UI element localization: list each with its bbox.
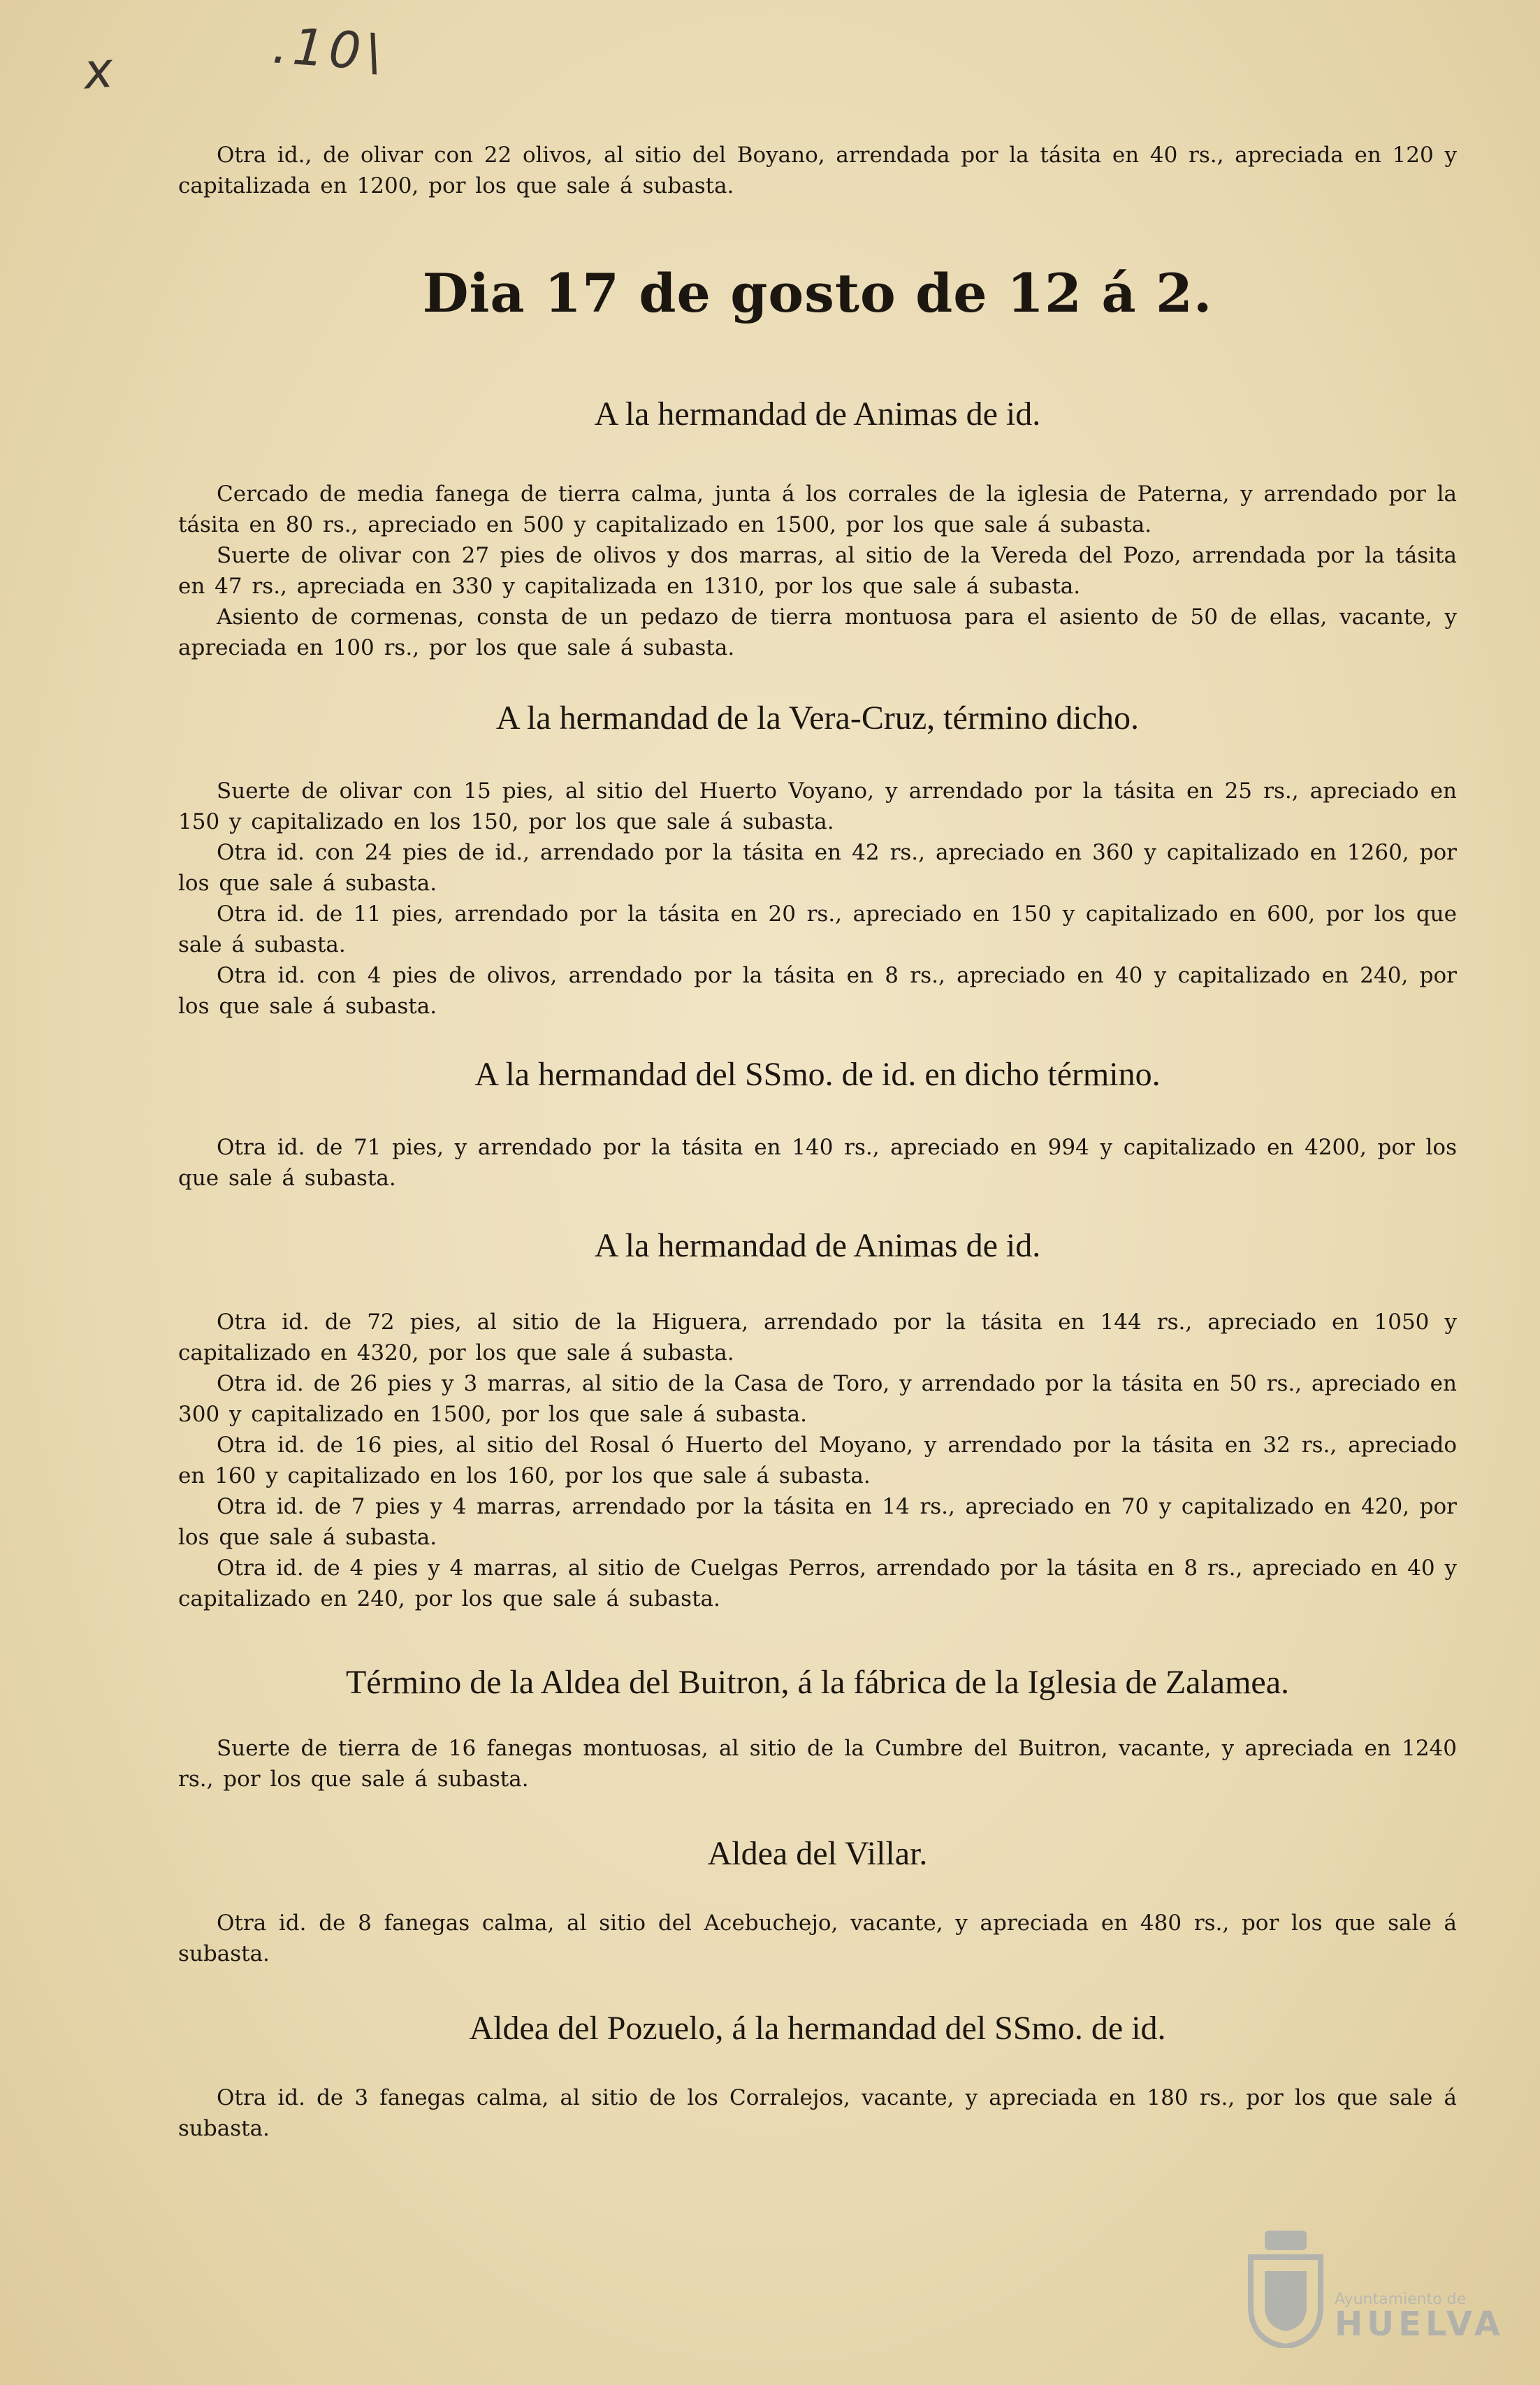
list-item: Otra id. de 11 pies, arrendado por la tásita en 20 rs., apreciado en 150 y capitalizado en 600, por los que sale á subasta. bbox=[178, 901, 1457, 957]
section-vera-cruz-entries bbox=[178, 776, 1457, 1022]
list-item: Otra id. de 71 pies, y arrendado por la tásita en 140 rs., apreciado en 994 y capitalizado en 4200, por los que sale á subasta. bbox=[178, 1135, 1457, 1191]
watermark-line2: HUELVA bbox=[1335, 2305, 1504, 2344]
section-villar bbox=[178, 1834, 1457, 1873]
section-heading: Aldea del Villar. bbox=[707, 1835, 928, 1872]
list-item: Suerte de tierra de 16 fanegas montuosas, al sitio de la Cumbre del Buitron, vacante, y apreciada en 1240 rs., por los que sale á subasta. bbox=[178, 1736, 1457, 1792]
day-heading-block bbox=[178, 262, 1457, 324]
section-buitron bbox=[178, 1663, 1457, 1702]
section-heading: A la hermandad de la Vera-Cruz, término dicho. bbox=[495, 699, 1140, 737]
section-ssmo-entries bbox=[178, 1132, 1457, 1194]
list-item: Otra id. de 8 fanegas calma, al sitio del Acebuchejo, vacante, y apreciada en 480 rs., por los que sale á subasta. bbox=[178, 1911, 1457, 1966]
day-heading: Dia 17 de gosto de 12 á 2. bbox=[422, 262, 1213, 324]
list-item: Otra id. de 3 fanegas calma, al sitio de los Corralejos, vacante, y apreciada en 180 rs., por los que sale á subasta. bbox=[178, 2085, 1457, 2141]
list-item: Otra id. de 7 pies y 4 marras, arrendado por la tásita en 14 rs., apreciado en 70 y capitalizado en 420, por los que sale á subasta. bbox=[178, 1494, 1457, 1550]
section-heading: Término de la Aldea del Buitron, á la fábrica de la Iglesia de Zalamea. bbox=[345, 1664, 1290, 1701]
section-buitron-entries bbox=[178, 1733, 1457, 1795]
intro-entry: Otra id., de olivar con 22 olivos, al sitio del Boyano, arrendada por la tásita en 40 rs., apreciada en 120 y capitalizada en 1200, por los que sale á subasta. bbox=[178, 143, 1457, 198]
section-heading: A la hermandad de Animas de id. bbox=[594, 396, 1041, 433]
section-ssmo bbox=[178, 1055, 1457, 1094]
ayuntamiento-watermark bbox=[1244, 2229, 1504, 2355]
section-heading: A la hermandad de Animas de id. bbox=[594, 1227, 1041, 1264]
list-item: Suerte de olivar con 27 pies de olivos y dos marras, al sitio de la Vereda del Pozo, arrendada por la tásita en 47 rs., apreciada en 330 y capitalizada en 1310, por los que sale á subasta. bbox=[178, 543, 1457, 599]
list-item: Otra id. con 4 pies de olivos, arrendado por la tásita en 8 rs., apreciado en 40 y capitalizado en 240, por los que sale á subasta. bbox=[178, 963, 1457, 1019]
section-villar-entries bbox=[178, 1908, 1457, 1969]
section-heading: A la hermandad del SSmo. de id. en dicho término. bbox=[474, 1056, 1161, 1093]
section-animas-2-entries bbox=[178, 1307, 1457, 1614]
watermark-line1: Ayuntamiento de bbox=[1335, 2291, 1467, 2308]
section-heading: Aldea del Pozuelo, á la hermandad del SSmo. de id. bbox=[469, 2010, 1166, 2047]
section-vera-cruz bbox=[178, 699, 1457, 737]
list-item: Cercado de media fanega de tierra calma, junta á los corrales de la iglesia de Paterna, y arrendado por la tásita en 80 rs., apreciado en 500 y capitalizado en 1500, por los que sale á subasta. bbox=[178, 481, 1457, 537]
section-pozuelo bbox=[178, 2009, 1457, 2047]
handwritten-mark: x bbox=[82, 41, 119, 101]
section-pozuelo-entries bbox=[178, 2082, 1457, 2144]
list-item: Otra id. con 24 pies de id., arrendado por la tásita en 42 rs., apreciado en 360 y capitalizado en 1260, por los que sale á subasta. bbox=[178, 840, 1457, 896]
list-item: Otra id. de 26 pies y 3 marras, al sitio de la Casa de Toro, y arrendado por la tásita en 50 rs., apreciado en 300 y capitalizado en 1500, por los que sale á subasta. bbox=[178, 1371, 1457, 1427]
list-item: Otra id. de 16 pies, al sitio del Rosal ó Huerto del Moyano, y arrendado por la tásita en 32 rs., apreciado en 160 y capitalizado en los 160, por los que sale á subasta. bbox=[178, 1433, 1457, 1488]
coat-of-arms-icon bbox=[1244, 2229, 1328, 2348]
section-animas-2 bbox=[178, 1226, 1457, 1265]
list-item: Otra id. de 72 pies, al sitio de la Higuera, arrendado por la tásita en 144 rs., apreciado en 1050 y capitalizado en 4320, por los que sale á subasta. bbox=[178, 1310, 1457, 1365]
section-animas-1 bbox=[178, 395, 1457, 433]
list-item: Otra id. de 4 pies y 4 marras, al sitio de Cuelgas Perros, arrendado por la tásita en 8 rs., apreciado en 40 y capitalizado en 240, por los que sale á subasta. bbox=[178, 1556, 1457, 1611]
list-item: Asiento de cormenas, consta de un pedazo de tierra montuosa para el asiento de 50 de ellas, vacante, y apreciada en 100 rs., por los que sale á subasta. bbox=[178, 604, 1457, 660]
list-item: Suerte de olivar con 15 pies, al sitio del Huerto Voyano, y arrendado por la tásita en 25 rs., apreciado en 150 y capitalizado en los 150, por los que sale á subasta. bbox=[178, 778, 1457, 834]
section-animas-1-entries bbox=[178, 479, 1457, 663]
handwritten-number: .10\ bbox=[270, 15, 388, 82]
intro-block bbox=[178, 140, 1457, 201]
